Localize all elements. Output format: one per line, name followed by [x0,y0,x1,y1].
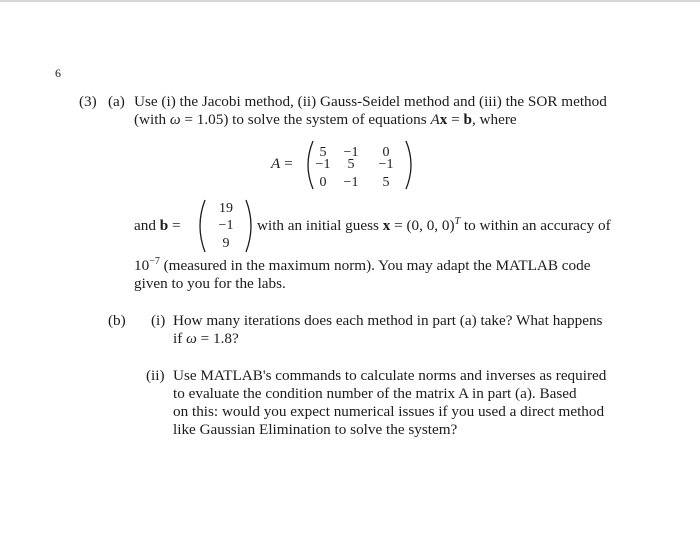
vector-right-paren [244,198,258,254]
vector-left-paren [193,198,207,254]
part-b-label: (b) [108,312,126,329]
matrix-cell: −1 [343,175,359,190]
page-number: 6 [55,66,61,80]
vector-cell: −1 [218,218,234,233]
initial-guess-text: with an initial guess x = (0, 0, 0)$^T$ to within an accuracy of [257,216,611,234]
matrix-cell: 0 [319,175,327,190]
part-b-i-line-2: if ω = 1.8? [173,330,239,347]
and-b-label: and b = [134,217,181,234]
tolerance-line: $10^{-7}$ (measured in the maximum norm). You may adapt the MATLAB code [134,256,591,274]
part-b-ii-line: on this: would you expect numerical issues if you used a direct method [173,403,605,420]
matrix-cell: 5 [382,175,390,190]
matrix-cell: 5 [347,157,355,172]
part-a-line-1: Use (i) the Jacobi method, (ii) Gauss-Seidel method and (iii) the SOR method [134,93,607,110]
matrix-cell: 5 [319,145,327,160]
part-b-ii-line: like Gaussian Elimination to solve the system? [173,421,458,438]
vector-cell: 19 [219,201,233,216]
part-b-ii-line: Use MATLAB's commands to calculate norms and inverses as required [173,367,607,384]
part-a-label: (a) [108,93,125,110]
part-a-line-2: (with ω = 1.05) to solve the system of equations Ax = b, where [134,111,517,128]
top-border [0,0,700,2]
matrix-cell: −1 [343,145,359,160]
part-b-i-line-1: How many iterations does each method in part (a) take? What happens [173,312,603,329]
part-b-ii-label: (ii) [146,367,165,384]
vector-cell: 9 [222,236,230,251]
matrix-a-label: A = [271,155,293,172]
matrix-cell: −1 [315,157,331,172]
omega-symbol: ω [186,330,197,347]
question-number: (3) [79,93,97,110]
omega-symbol: ω [169,111,181,128]
part-a-last-line: given to you for the labs. [134,275,286,292]
matrix-cell: 0 [382,145,390,160]
matrix-cell: −1 [378,157,394,172]
part-b-i-label: (i) [151,312,166,329]
matrix-right-paren [404,139,418,191]
part-b-ii-line: to evaluate the condition number of the matrix A in part (a). Based [173,385,577,402]
